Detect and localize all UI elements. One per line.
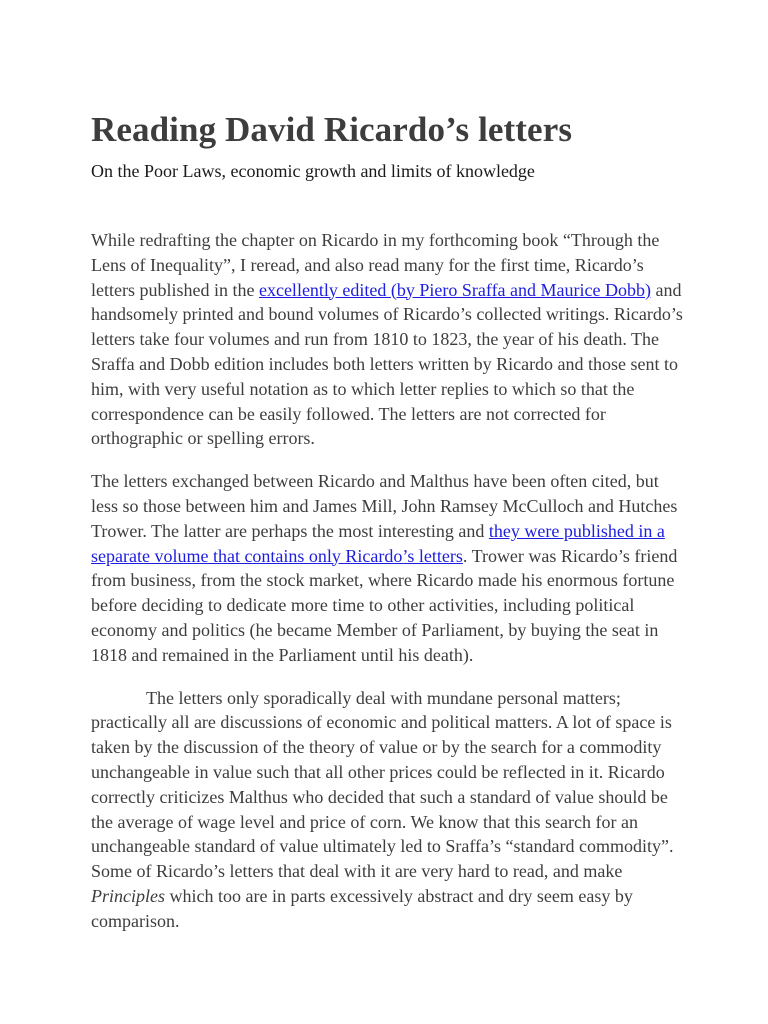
separate-volume-link[interactable]: they were published in a separate volume that contains only Ricardo’s letters — [91, 520, 665, 566]
paragraph-2-text-a: The letters exchanged between Ricardo and Malthus have been often cited, but less so those between him and James Mill, John Ramsey McCulloch and Hutches Trower. The latter are perhaps the most interesting and — [91, 471, 678, 541]
paragraph-1-text-b: and handsomely printed and bound volumes of Ricardo’s collected writings. Ricardo’s letters take four volumes and run from 1810 to 1823, the year of his death. The Sraffa and Dobb edition includes both letters written by Ricardo and those sent to him, with very useful notation as to which letter replies to which so that the correspondence can be easily followed. The letters are not corrected for orthographic or spelling errors. — [91, 279, 683, 449]
article-title: Reading David Ricardo’s letters — [91, 110, 573, 149]
paragraph-2-text-b: . Trower was Ricardo’s friend from business, from the stock market, where Ricardo made his enormous fortune before deciding to dedicate more time to other activities, including political economy and politics (he became Member of Parliament, by buying the seat in 1818 and remained in the Parliament until his death). — [91, 545, 678, 665]
paragraph-3-text-a: The letters only sporadically deal with mundane personal matters; practically all are discussions of economic and political matters. A lot of space is taken by the discussion of the theory of value or by the search for a commodity unchangeable in value such that all other prices could be reflected in it. Ricardo correctly criticizes Malthus who decided that such a standard of value should be the average of wage level and price of corn. We know that this search for an unchangeable standard of value ultimately led to Sraffa’s “standard commodity”. Some of Ricardo’s letters that deal with it are very hard to read, and make — [91, 687, 674, 882]
principles-title: Principles — [91, 885, 165, 906]
article-subtitle: On the Poor Laws, economic growth and limits of knowledge — [91, 161, 535, 181]
article-body — [91, 228, 683, 934]
sraffa-dobb-edition-link[interactable]: excellently edited (by Piero Sraffa and Maurice Dobb) — [258, 279, 651, 300]
paragraph-2 — [91, 469, 683, 667]
paragraph-3-text-b: which too are in parts excessively abstract and dry seem easy by comparison. — [91, 885, 633, 931]
paragraph-3 — [91, 686, 683, 934]
paragraph-1 — [91, 228, 683, 451]
article — [91, 108, 683, 952]
paragraph-1-text-a: While redrafting the chapter on Ricardo in my forthcoming book “Through the Lens of Inequality”, I reread, and also read many for the first time, Ricardo’s letters published in the — [91, 230, 660, 300]
